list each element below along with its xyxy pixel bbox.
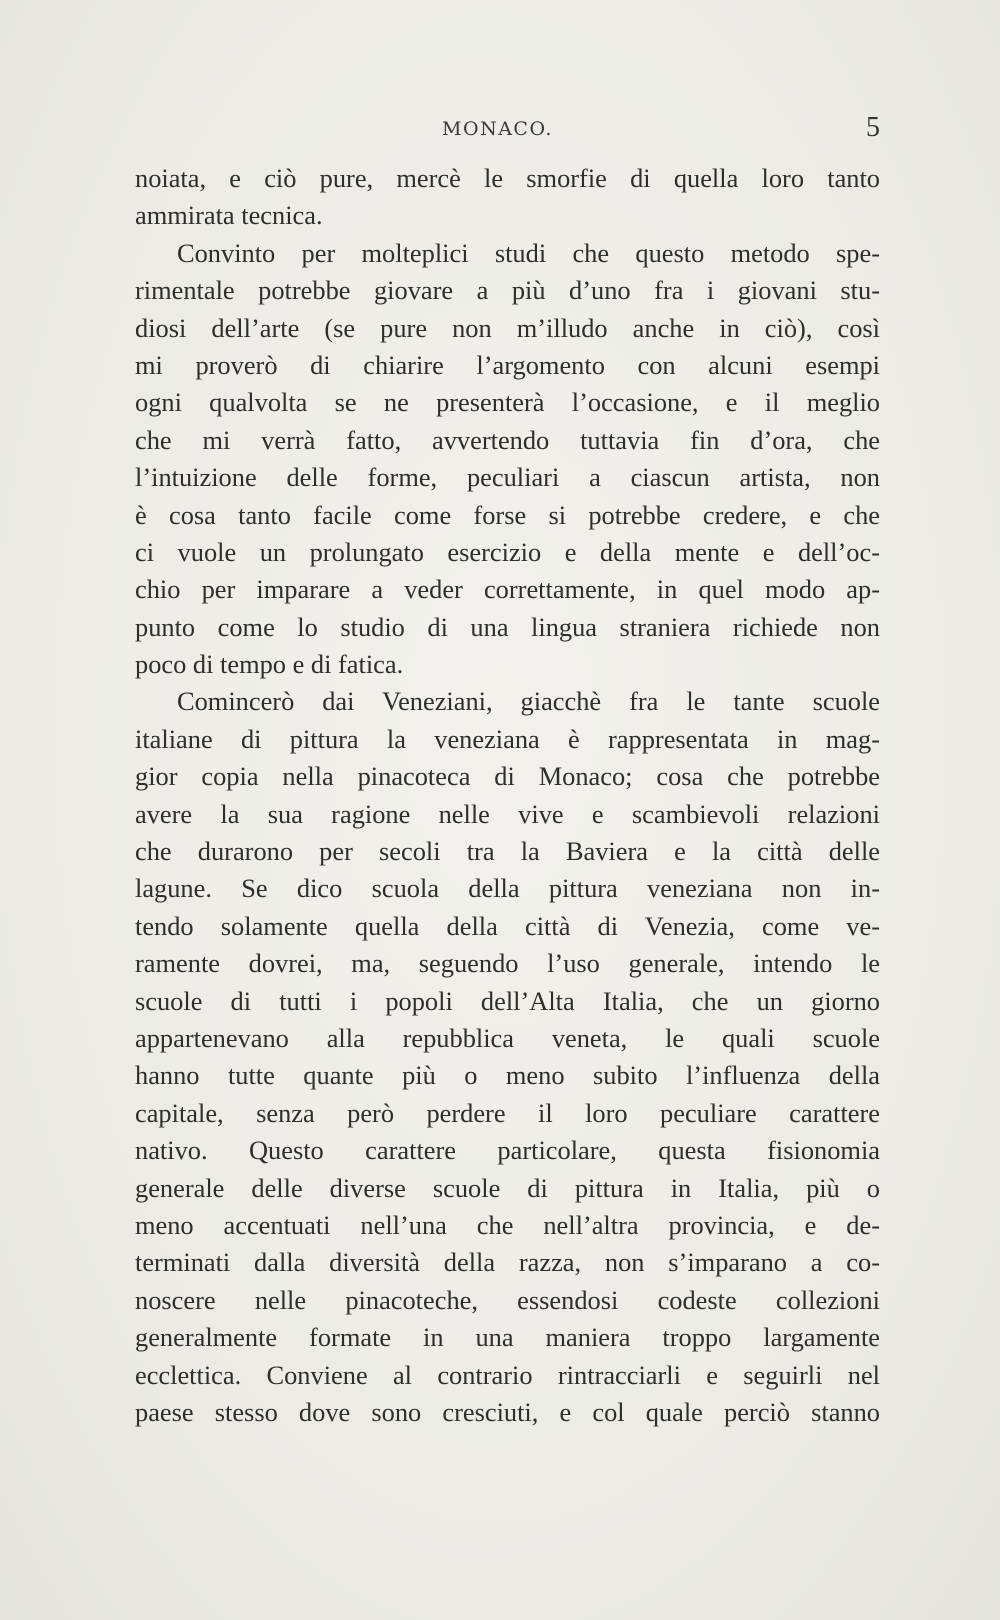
text-line: poco di tempo e di fatica. <box>135 649 404 680</box>
text-line: tendo solamente quella della città di Venezia, come ve- <box>135 910 880 941</box>
text-line: è cosa tanto facile come forse si potrebbe credere, e che <box>135 499 880 530</box>
text-line: gior copia nella pinacoteca di Monaco; cosa che potrebbe <box>135 761 880 792</box>
text-line: chio per imparare a veder correttamente, in quel modo ap- <box>135 574 880 605</box>
text-line: italiane di pittura la veneziana è rappresentata in mag- <box>135 723 880 754</box>
running-head: MONACO. <box>442 118 553 140</box>
text-line: noiata, e ciò pure, mercè le smorfie di quella loro tanto <box>135 163 880 193</box>
text-line: terminati dalla diversità della razza, non s’imparano a co- <box>135 1247 880 1278</box>
text-line: l’intuizione delle forme, peculiari a ciascun artista, non <box>135 462 880 493</box>
body-text <box>135 160 880 1431</box>
text-line: scuole di tutti i popoli dell’Alta Italia, che un giorno <box>135 985 880 1016</box>
text-line: Convinto per molteplici studi che questo metodo spe- <box>177 237 880 268</box>
text-line: generalmente formate in una maniera troppo largamente <box>135 1322 880 1353</box>
text-line: generale delle diverse scuole di pittura in Italia, più o <box>135 1172 880 1203</box>
text-line: appartenevano alla repubblica veneta, le quali scuole <box>135 1022 880 1053</box>
text-line: ammirata tecnica. <box>135 200 323 231</box>
text-line: mi proverò di chiarire l’argomento con alcuni esempi <box>135 349 880 380</box>
text-line: ci vuole un prolungato esercizio e della mente e dell’oc- <box>135 536 880 567</box>
text-line: punto come lo studio di una lingua straniera richiede non <box>135 611 880 642</box>
page-number: 5 <box>866 112 880 143</box>
text-line: avere la sua ragione nelle vive e scambievoli relazioni <box>135 798 880 829</box>
text-line: diosi dell’arte (se pure non m’illudo anche in ciò), così <box>135 312 880 343</box>
text-line: Comincerò dai Veneziani, giacchè fra le tante scuole <box>177 686 880 717</box>
text-line: rimentale potrebbe giovare a più d’uno fra i giovani stu- <box>135 275 880 306</box>
text-line: noscere nelle pinacoteche, essendosi codeste collezioni <box>135 1284 880 1315</box>
page-header <box>135 112 880 152</box>
text-line: meno accentuati nell’una che nell’altra provincia, e de- <box>135 1209 880 1240</box>
text-line: hanno tutte quante più o meno subito l’influenza della <box>135 1060 880 1091</box>
text-line: che mi verrà fatto, avvertendo tuttavia fin d’ora, che <box>135 424 880 455</box>
text-line: ramente dovrei, ma, seguendo l’uso generale, intendo le <box>135 948 880 979</box>
text-line: paese stesso dove sono cresciuti, e col quale perciò stanno <box>135 1396 880 1427</box>
text-line: nativo. Questo carattere particolare, questa fisionomia <box>135 1135 880 1166</box>
text-line: ecclettica. Conviene al contrario rintracciarli e seguirli nel <box>135 1359 880 1390</box>
text-line: che durarono per secoli tra la Baviera e la città delle <box>135 836 880 867</box>
text-line: lagune. Se dico scuola della pittura veneziana non in- <box>135 873 880 904</box>
text-line: ogni qualvolta se ne presenterà l’occasione, e il meglio <box>135 387 880 418</box>
text-line: capitale, senza però perdere il loro peculiare carattere <box>135 1097 880 1128</box>
